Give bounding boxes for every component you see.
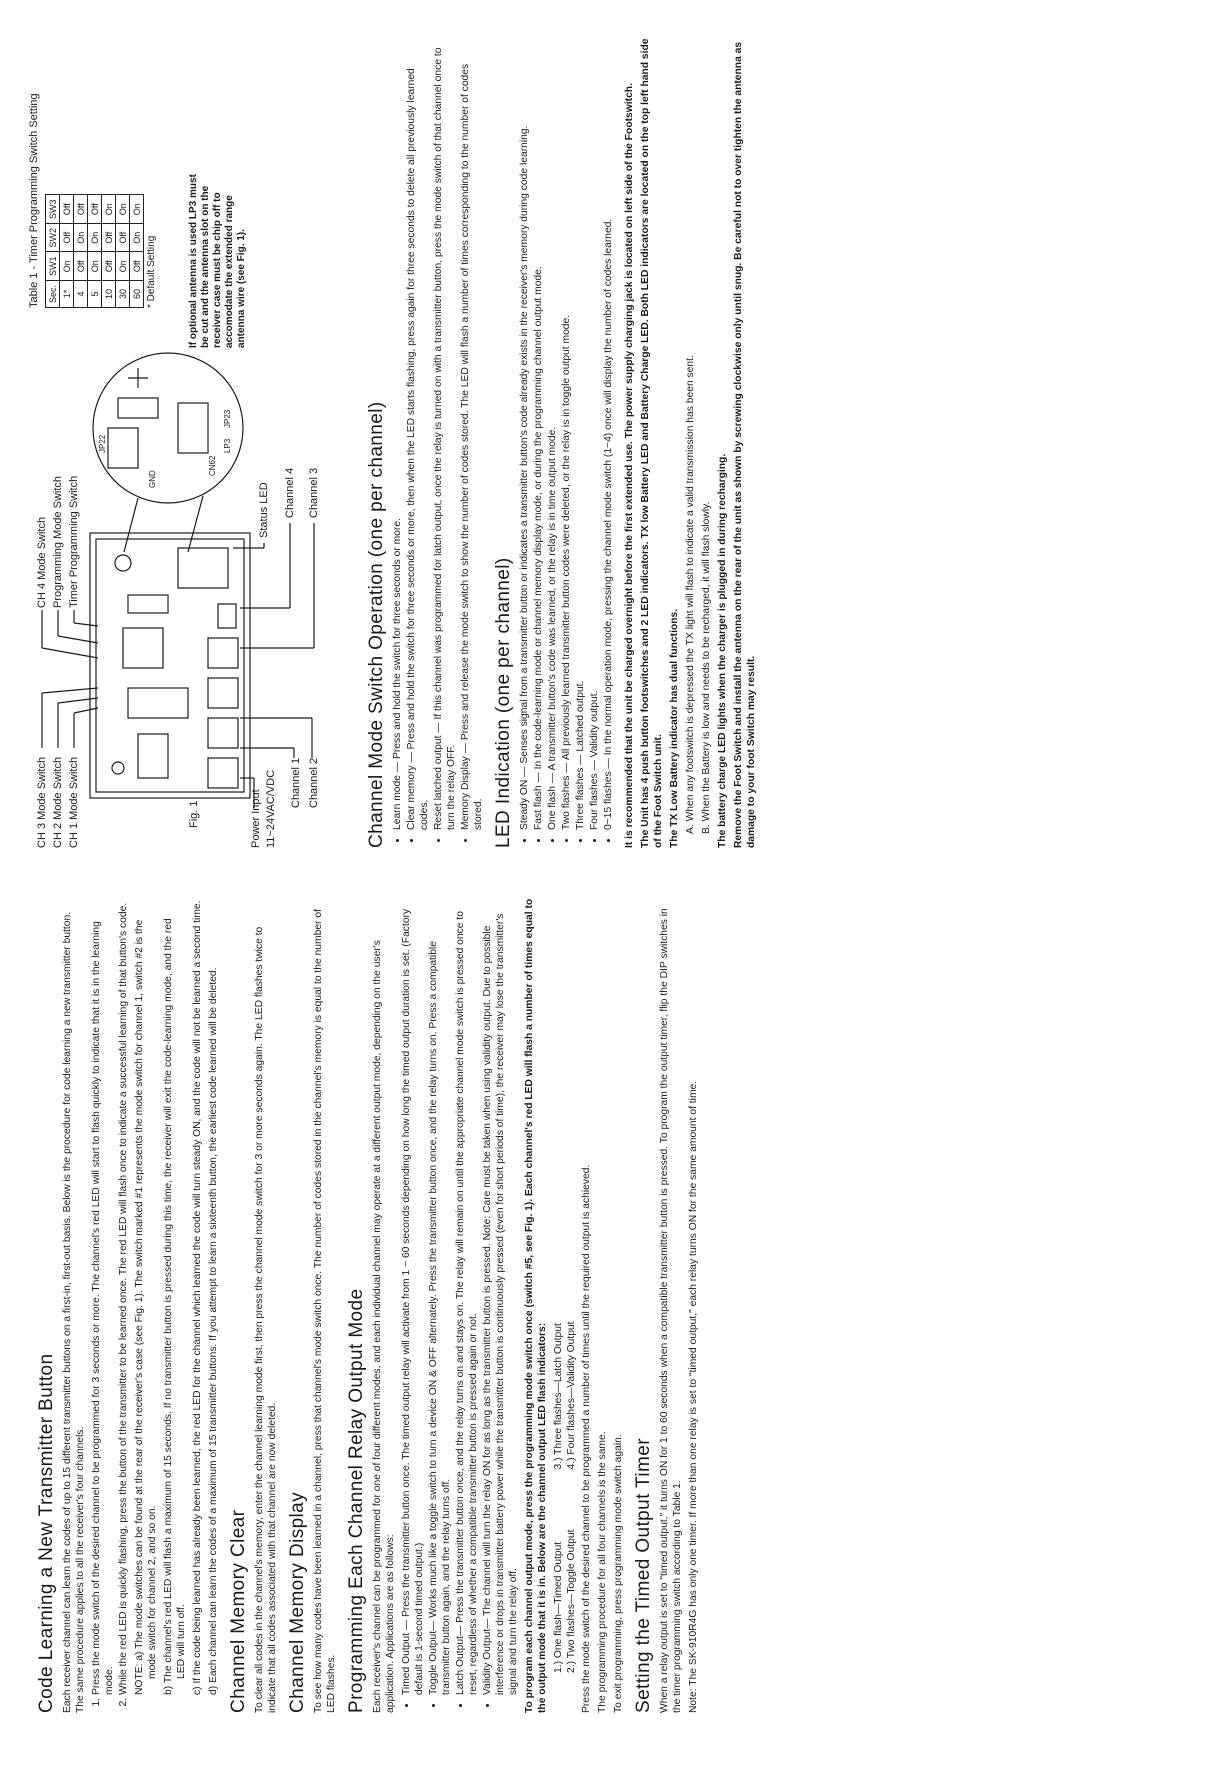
figure-1 bbox=[28, 38, 358, 848]
footer-4: A. When any footswitch is depressed the TX light will flash to indicate a valid transmission has been sent. bbox=[685, 355, 696, 834]
led-four-flashes: • Four flashes — Validity output. bbox=[588, 38, 601, 830]
ch3-label: CH 3 Mode Switch bbox=[36, 756, 48, 848]
flash-col-a bbox=[552, 1530, 578, 1673]
table-footnote: * Default Setting bbox=[146, 235, 157, 308]
cell: 5 bbox=[88, 280, 102, 307]
table-caption: Table 1 - Timer Programming Switch Setting bbox=[28, 93, 40, 308]
cell: On bbox=[88, 252, 102, 281]
cell: 10 bbox=[102, 280, 116, 307]
led-fast-flash: • Fast flash — In the code-learning mode or channel memory display mode, or during the programming channel output mode. bbox=[532, 38, 545, 830]
inset-jp22: JP22 bbox=[98, 434, 107, 453]
cell: On bbox=[130, 223, 144, 252]
table-row bbox=[74, 195, 88, 308]
flash-3: 3.) Three flashes—Latch Output bbox=[553, 1323, 564, 1470]
cell: On bbox=[116, 252, 130, 281]
heading-code-learning: Code Learning a New Transmitter Button bbox=[36, 1353, 57, 1713]
heading-memory-display: Channel Memory Display bbox=[287, 1491, 308, 1713]
flash-4: 4.) Four flashes—Validity Output bbox=[566, 1321, 577, 1470]
cell: Off bbox=[74, 195, 88, 224]
code-learning-intro: Each receiver channel can learn the codes of up to 15 different transmitter buttons on a first-in, first-out basis. Below is the procedure for code learning a new transmitter button. The same procedure applies to all the receiver's four channels. bbox=[62, 911, 86, 1713]
table-row bbox=[60, 195, 74, 308]
cell: 4 bbox=[74, 280, 88, 307]
right-column bbox=[28, 38, 1191, 848]
led-list bbox=[518, 38, 615, 848]
inset-lp3: LP3 bbox=[223, 438, 232, 453]
prog-mode-label: Programming Mode Switch bbox=[52, 475, 64, 608]
note-d: d) Each channel can learn the codes of a maximum of 15 transmitter buttons. If you attempt to learn a sixteenth button, the earliest code learned will be deleted. bbox=[208, 967, 219, 1695]
footer-1: It is recommended that the unit be charged overnight before the first extended use. The power supply charging jack is located on left side of the Footswitch. bbox=[624, 83, 635, 848]
cell: 1* bbox=[60, 280, 74, 307]
timer-table bbox=[45, 194, 144, 308]
table-row bbox=[102, 195, 116, 308]
ch4-label: CH 4 Mode Switch bbox=[36, 516, 48, 608]
toggle-output-item: • Toggle Output— Works much like a toggle switch to turn a device ON & OFF alternately. Press the transmitter button once, and the relay turns on. Press a compatible transmitter button again, and the relay turns off. bbox=[427, 898, 453, 1695]
table-row bbox=[88, 195, 102, 308]
channel-2-label: Channel 2 bbox=[308, 757, 320, 808]
heading-led: LED Indication (one per channel) bbox=[493, 557, 514, 848]
programming-closing-1: Press the mode switch of the desired channel to be programmed a number of times until the required output is achieved. bbox=[581, 1164, 592, 1713]
led-0-15-flashes: • 0~15 flashes — In the normal operation mode, pressing the channel mode switch (1~4) once will display the number of codes learned. bbox=[602, 38, 615, 830]
footer-7: Remove the Foot Switch and install the antenna on the rear of the unit as shown by screwing clockwise only until snug. Be careful not to over tighten the antenna as damage to your foot Switch may result. bbox=[733, 41, 757, 848]
flash-indicators bbox=[552, 898, 578, 1713]
inset-cn62: CN62 bbox=[208, 455, 217, 476]
cell: 30 bbox=[116, 280, 130, 307]
status-led-label: Status LED bbox=[258, 482, 270, 538]
programming-closing-2: The programming procedure for all four channels is the same. bbox=[597, 1431, 608, 1713]
memory-display-text: To see how many codes have been learned in a channel, press that channel's mode switch once. The number of codes stored in the channel's memory is equal to the number of LED flashes. bbox=[313, 909, 337, 1713]
led-two-flashes: • Two flashes — All previously learned transmitter button codes were deleted, or the relay is in toggle output mode. bbox=[560, 38, 573, 830]
col-sw1: SW1 bbox=[46, 252, 60, 281]
inset-jp23: JP23 bbox=[223, 409, 232, 428]
flash-1: 1.) One flash—Timed Output bbox=[553, 1541, 564, 1673]
cell: On bbox=[74, 223, 88, 252]
heading-programming: Programming Each Channel Relay Output Mode bbox=[346, 1288, 367, 1713]
cell: Off bbox=[102, 223, 116, 252]
ch2-label: CH 2 Mode Switch bbox=[52, 756, 64, 848]
power-input-label: Power Input bbox=[250, 789, 262, 848]
flash-col-b bbox=[552, 1321, 578, 1469]
inset-gnd: GND bbox=[148, 470, 157, 488]
cell: On bbox=[88, 223, 102, 252]
cell: On bbox=[130, 195, 144, 224]
programming-intro: Each receiver's channel can be programmed for one of four different modes, and each individual channel may operate at a different output mode, depending on the user's application. Applications are as follows: bbox=[372, 940, 396, 1713]
channel-3-label: Channel 3 bbox=[308, 467, 320, 518]
fig-label: Fig. 1 bbox=[188, 800, 200, 828]
cell: Off bbox=[88, 195, 102, 224]
channel-4-label: Channel 4 bbox=[284, 467, 296, 518]
cell: Off bbox=[116, 223, 130, 252]
col-sw3: SW3 bbox=[46, 195, 60, 224]
validity-output-item: • Validity Output— The channel will turn the relay ON for as long as the transmitter button is pressed. Note: Care must be taken when using validity output. Due to possible interference or drops in transmitter battery power while the transmitter button is continuously pressed (even for short periods of time), the receiver may lose the transmitter's signal and turn the relay off. bbox=[481, 898, 520, 1695]
cell: Off bbox=[60, 195, 74, 224]
programming-closing-3: To exit programming, press programming mode switch again. bbox=[613, 1434, 624, 1713]
timer-prog-label: Timer Programming Switch bbox=[68, 475, 80, 608]
heading-memory-clear: Channel Memory Clear bbox=[228, 1509, 249, 1713]
code-learning-steps bbox=[90, 898, 130, 1713]
heading-timer: Setting the Timed Output Timer bbox=[633, 1438, 654, 1713]
table-header-row bbox=[46, 195, 60, 308]
col-sec: Sec. bbox=[46, 280, 60, 307]
footer-5: B. When the Battery is low and needs to be recharged, it will flash slowly. bbox=[701, 501, 712, 834]
footer-2: The Unit has 4 push button footswitches and 2 LED indicators. TX low Battery LED and Battery Charge LED. Both LED indicators are located on the top left hand side of the Foot Switch unit. bbox=[640, 38, 664, 848]
cell: 60 bbox=[130, 280, 144, 307]
cell: Off bbox=[60, 223, 74, 252]
reset-latched-item: • Reset latched output — If this channel was programmed for latch output, once the relay is turned on with a transmitter button, press the mode switch of that channel once to turn the relay OFF. bbox=[432, 38, 458, 830]
clear-memory-item: • Clear memory — Press and hold the switch for three seconds or more, then when the LED starts flashing, press again for three seconds to delete all previously learned codes. bbox=[405, 38, 431, 830]
step-1: 1. Press the mode switch of the desired channel to be programmed for 3 seconds or more. The channel's red LED will start to flash quickly to indicate that it is in the learning mode. bbox=[90, 898, 116, 1695]
table-row bbox=[130, 195, 144, 308]
led-one-flash: • One flash — A transmitter button's code was learned, or the relay is in time output mode. bbox=[546, 38, 559, 830]
led-three-flashes: • Three flashes — Latched output. bbox=[574, 38, 587, 830]
output-mode-list bbox=[400, 898, 520, 1713]
cell: Off bbox=[74, 252, 88, 281]
ch1-label: CH 1 Mode Switch bbox=[68, 756, 80, 848]
timer-text: When a relay output is set to "timed output," it turns ON for 1 to 60 seconds when a compatible transmitter button is pressed. To program the output timer, flip the DIP switches in the timer programming switch according to Table 1. bbox=[659, 908, 683, 1713]
code-learning-notes bbox=[133, 898, 220, 1713]
footswitch-notes bbox=[623, 38, 758, 848]
timer-table-block bbox=[28, 38, 157, 308]
cell: On bbox=[60, 252, 74, 281]
cell: Off bbox=[130, 252, 144, 281]
note-c: c) If the code being learned has already been learned, the red LED for the channel which learned the code will turn steady ON, and the code will not be learned a second time. bbox=[192, 900, 203, 1695]
power-spec-label: 11~24VAC/VDC bbox=[265, 769, 277, 848]
flash-2: 2.) Two flashes—Toggle Output bbox=[566, 1529, 577, 1673]
note-a: NOTE: a) The mode switches can be found at the rear of the receiver's case (see Fig. 1). The switch marked #1 represents the mode switch for channel 1, switch #2 is the mode switch for channel 2, and so on. bbox=[134, 919, 158, 1695]
footer-3: The TX Low Battery indicator has dual functions. bbox=[669, 608, 680, 848]
cell: On bbox=[102, 195, 116, 224]
mode-switch-list bbox=[391, 38, 485, 848]
step-2: 2. While the red LED is quickly flashing, press the button of the transmitter to be learned once. The red LED will flash once to indicate a successful learning of that button's code. bbox=[117, 898, 130, 1695]
cell: On bbox=[116, 195, 130, 224]
note-b: b) The channel's red LED will flash a maximum of 15 seconds. If no transmitter button is pressed during this time, the receiver will exit the code-learning mode, and the red LED will turn off. bbox=[163, 918, 187, 1695]
col-sw2: SW2 bbox=[46, 223, 60, 252]
table-row bbox=[116, 195, 130, 308]
memory-display-item: • Memory Display — Press and release the mode switch to show the number of codes stored. The LED will flash a number of times corresponding to the number of codes stored. bbox=[459, 38, 485, 830]
timed-output-item: • Timed Output — Press the transmitter button once. The timed output relay will activate from 1 ~ 60 seconds depending on how long the timed output duration is set. (Factory default is 1-second timed output.) bbox=[400, 898, 426, 1695]
heading-mode-switch: Channel Mode Switch Operation (one per channel) bbox=[366, 401, 387, 848]
antenna-note: If optional antenna is used LP3 must be cut and the antenna slot on the receiver case must be chip off to accomodate the extended range antenna wire (see Fig. 1). bbox=[188, 174, 247, 348]
timer-note: Note: The SK-910R4G has only one timer. If more than one relay is set to "timed output," each relay turns ON for the same amount of time. bbox=[688, 1080, 699, 1713]
cell: Off bbox=[102, 252, 116, 281]
programming-after: To program each channel output mode, press the programming mode switch once (switch #5, see Fig. 1). Each channel's red LED will flash a number of times equal to the output mode that it is in. Below are the channel output LED flash indicators: bbox=[524, 898, 548, 1713]
footer-6: The battery charge LED lights when the charger is plugged in during recharging. bbox=[717, 453, 728, 848]
latch-output-item: • Latch Output— Press the transmitter button once, and the relay turns on and stays on. The relay will remain on until the appropriate channel mode switch is pressed once to reset, regardless of whether a compatible transmitter button is pressed again or not. bbox=[454, 898, 480, 1695]
channel-1-label: Channel 1 bbox=[290, 757, 302, 808]
led-steady-on: • Steady ON — Senses signal from a transmitter button or indicates a transmitter button's code already exists in the receiver's memory during code learning. bbox=[518, 38, 531, 830]
memory-clear-text: To clear all codes in the channel's memory, enter the channel learning mode first, then press the channel mode switch for 3 or more seconds again. The LED flashes twice to indicate that all codes associated with that channel are now deleted. bbox=[254, 926, 278, 1713]
left-column bbox=[28, 898, 1191, 1713]
learn-mode-item: • Learn mode — Press and hold the switch for three seconds or more. bbox=[391, 38, 404, 830]
